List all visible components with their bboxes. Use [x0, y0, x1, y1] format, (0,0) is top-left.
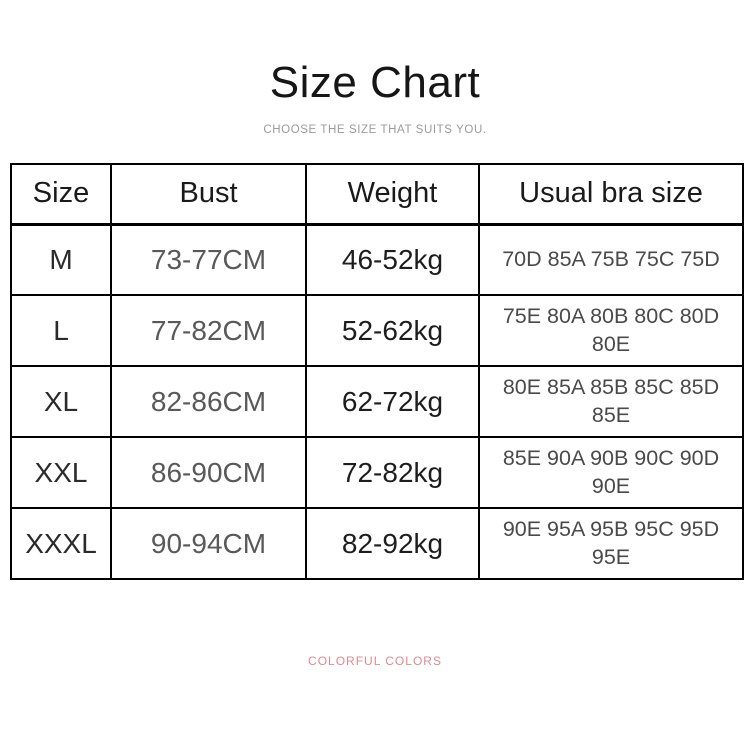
table-header-row: [11, 164, 743, 224]
cell-bust: 77-82CM: [111, 295, 306, 366]
column-header-weight: Weight: [306, 164, 479, 224]
cell-size: XXXL: [11, 508, 111, 579]
cell-size: XXL: [11, 437, 111, 508]
cell-size: M: [11, 224, 111, 295]
footer-brand-text: COLORFUL COLORS: [308, 654, 442, 668]
column-header-size: Size: [11, 164, 111, 224]
cell-bust: 82-86CM: [111, 366, 306, 437]
cell-size: XL: [11, 366, 111, 437]
cell-bust: 73-77CM: [111, 224, 306, 295]
column-header-bust: Bust: [111, 164, 306, 224]
page-title: Size Chart: [269, 58, 481, 107]
table-row-xxl: [11, 437, 743, 508]
table-row-xxxl: [11, 508, 743, 579]
cell-weight: 46-52kg: [306, 224, 479, 295]
cell-bra-size: 75E 80A 80B 80C 80D 80E: [479, 295, 743, 366]
column-header-bra: Usual bra size: [479, 164, 743, 224]
cell-bust: 90-94CM: [111, 508, 306, 579]
cell-weight: 72-82kg: [306, 437, 479, 508]
size-chart-table: [10, 163, 744, 580]
cell-weight: 62-72kg: [306, 366, 479, 437]
page-subtitle: CHOOSE THE SIZE THAT SUITS YOU.: [263, 124, 487, 136]
cell-bra-size: 70D 85A 75B 75C 75D: [479, 224, 743, 295]
cell-bust: 86-90CM: [111, 437, 306, 508]
cell-weight: 52-62kg: [306, 295, 479, 366]
table-row-xl: [11, 366, 743, 437]
cell-size: L: [11, 295, 111, 366]
cell-bra-size: 80E 85A 85B 85C 85D 85E: [479, 366, 743, 437]
table-row-l: [11, 295, 743, 366]
cell-weight: 82-92kg: [306, 508, 479, 579]
cell-bra-size: 90E 95A 95B 95C 95D 95E: [479, 508, 743, 579]
table-row-m: [11, 224, 743, 295]
cell-bra-size: 85E 90A 90B 90C 90D 90E: [479, 437, 743, 508]
